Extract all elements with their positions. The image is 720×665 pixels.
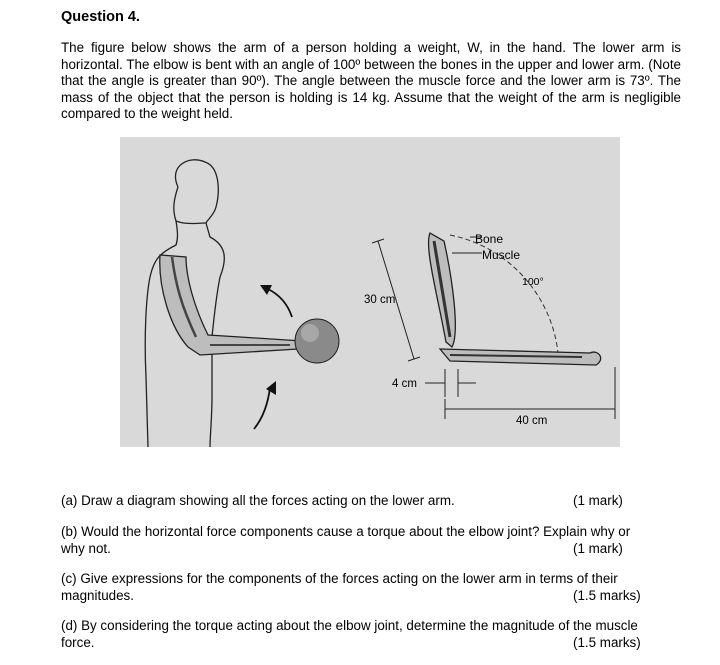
question-c: [61, 571, 681, 604]
question-a: [61, 493, 681, 510]
question-b-text: (b) Would the horizontal force components cause a torque about the elbow joint? Explain why or: [61, 524, 631, 539]
question-c-text: (c) Give expressions for the components of the forces acting on the lower arm in terms of their: [61, 571, 618, 586]
label-bone: Bone: [475, 232, 504, 246]
label-forearm-length: 40 cm: [516, 415, 548, 427]
question-b-text-cont: why not.: [61, 540, 111, 556]
question-a-text: (a) Draw a diagram showing all the forces acting on the lower arm.: [61, 493, 455, 508]
weight-ball: [295, 319, 339, 363]
weight-ball-highlight: [301, 324, 319, 342]
rotation-arrow-lower-head: [266, 381, 276, 395]
question-d-marks: (1.5 marks): [573, 634, 641, 650]
question-b-marks: (1 mark): [573, 540, 623, 556]
person-arm: [160, 255, 306, 355]
label-angle: 100°: [522, 276, 544, 288]
question-c-text-cont: magnitudes.: [61, 587, 134, 603]
rotation-arrow-upper: [268, 289, 292, 317]
arm-figure-drawing: [120, 137, 620, 447]
label-upper-arm-length: 30 cm: [364, 294, 396, 306]
rotation-arrow-lower: [254, 387, 270, 429]
question-title: Question 4.: [61, 9, 140, 25]
question-d-text: (d) By considering the torque acting about the elbow joint, determine the magnitude of the muscle: [61, 618, 638, 633]
arm-figure: [120, 137, 620, 447]
question-c-marks: (1.5 marks): [573, 587, 641, 603]
question-a-marks: (1 mark): [573, 493, 623, 508]
question-d: [61, 618, 681, 651]
label-muscle: Muscle: [482, 248, 521, 262]
question-b: [61, 524, 681, 557]
label-elbow-offset: 4 cm: [392, 378, 417, 390]
question-d-text-cont: force.: [61, 634, 95, 650]
question-intro: The figure below shows the arm of a person holding a weight, W, in the hand. The lower arm is horizontal. The elbow is bent with an angle of 100º between the bones in the upper and lower arm. (Note that the angle is greater than 90º). The angle between the muscle force and the lower arm is 73º. The mass of the object that the person is holding is 14 kg. Assume that the weight of the arm is negligible compared to the weight held.: [61, 40, 681, 121]
